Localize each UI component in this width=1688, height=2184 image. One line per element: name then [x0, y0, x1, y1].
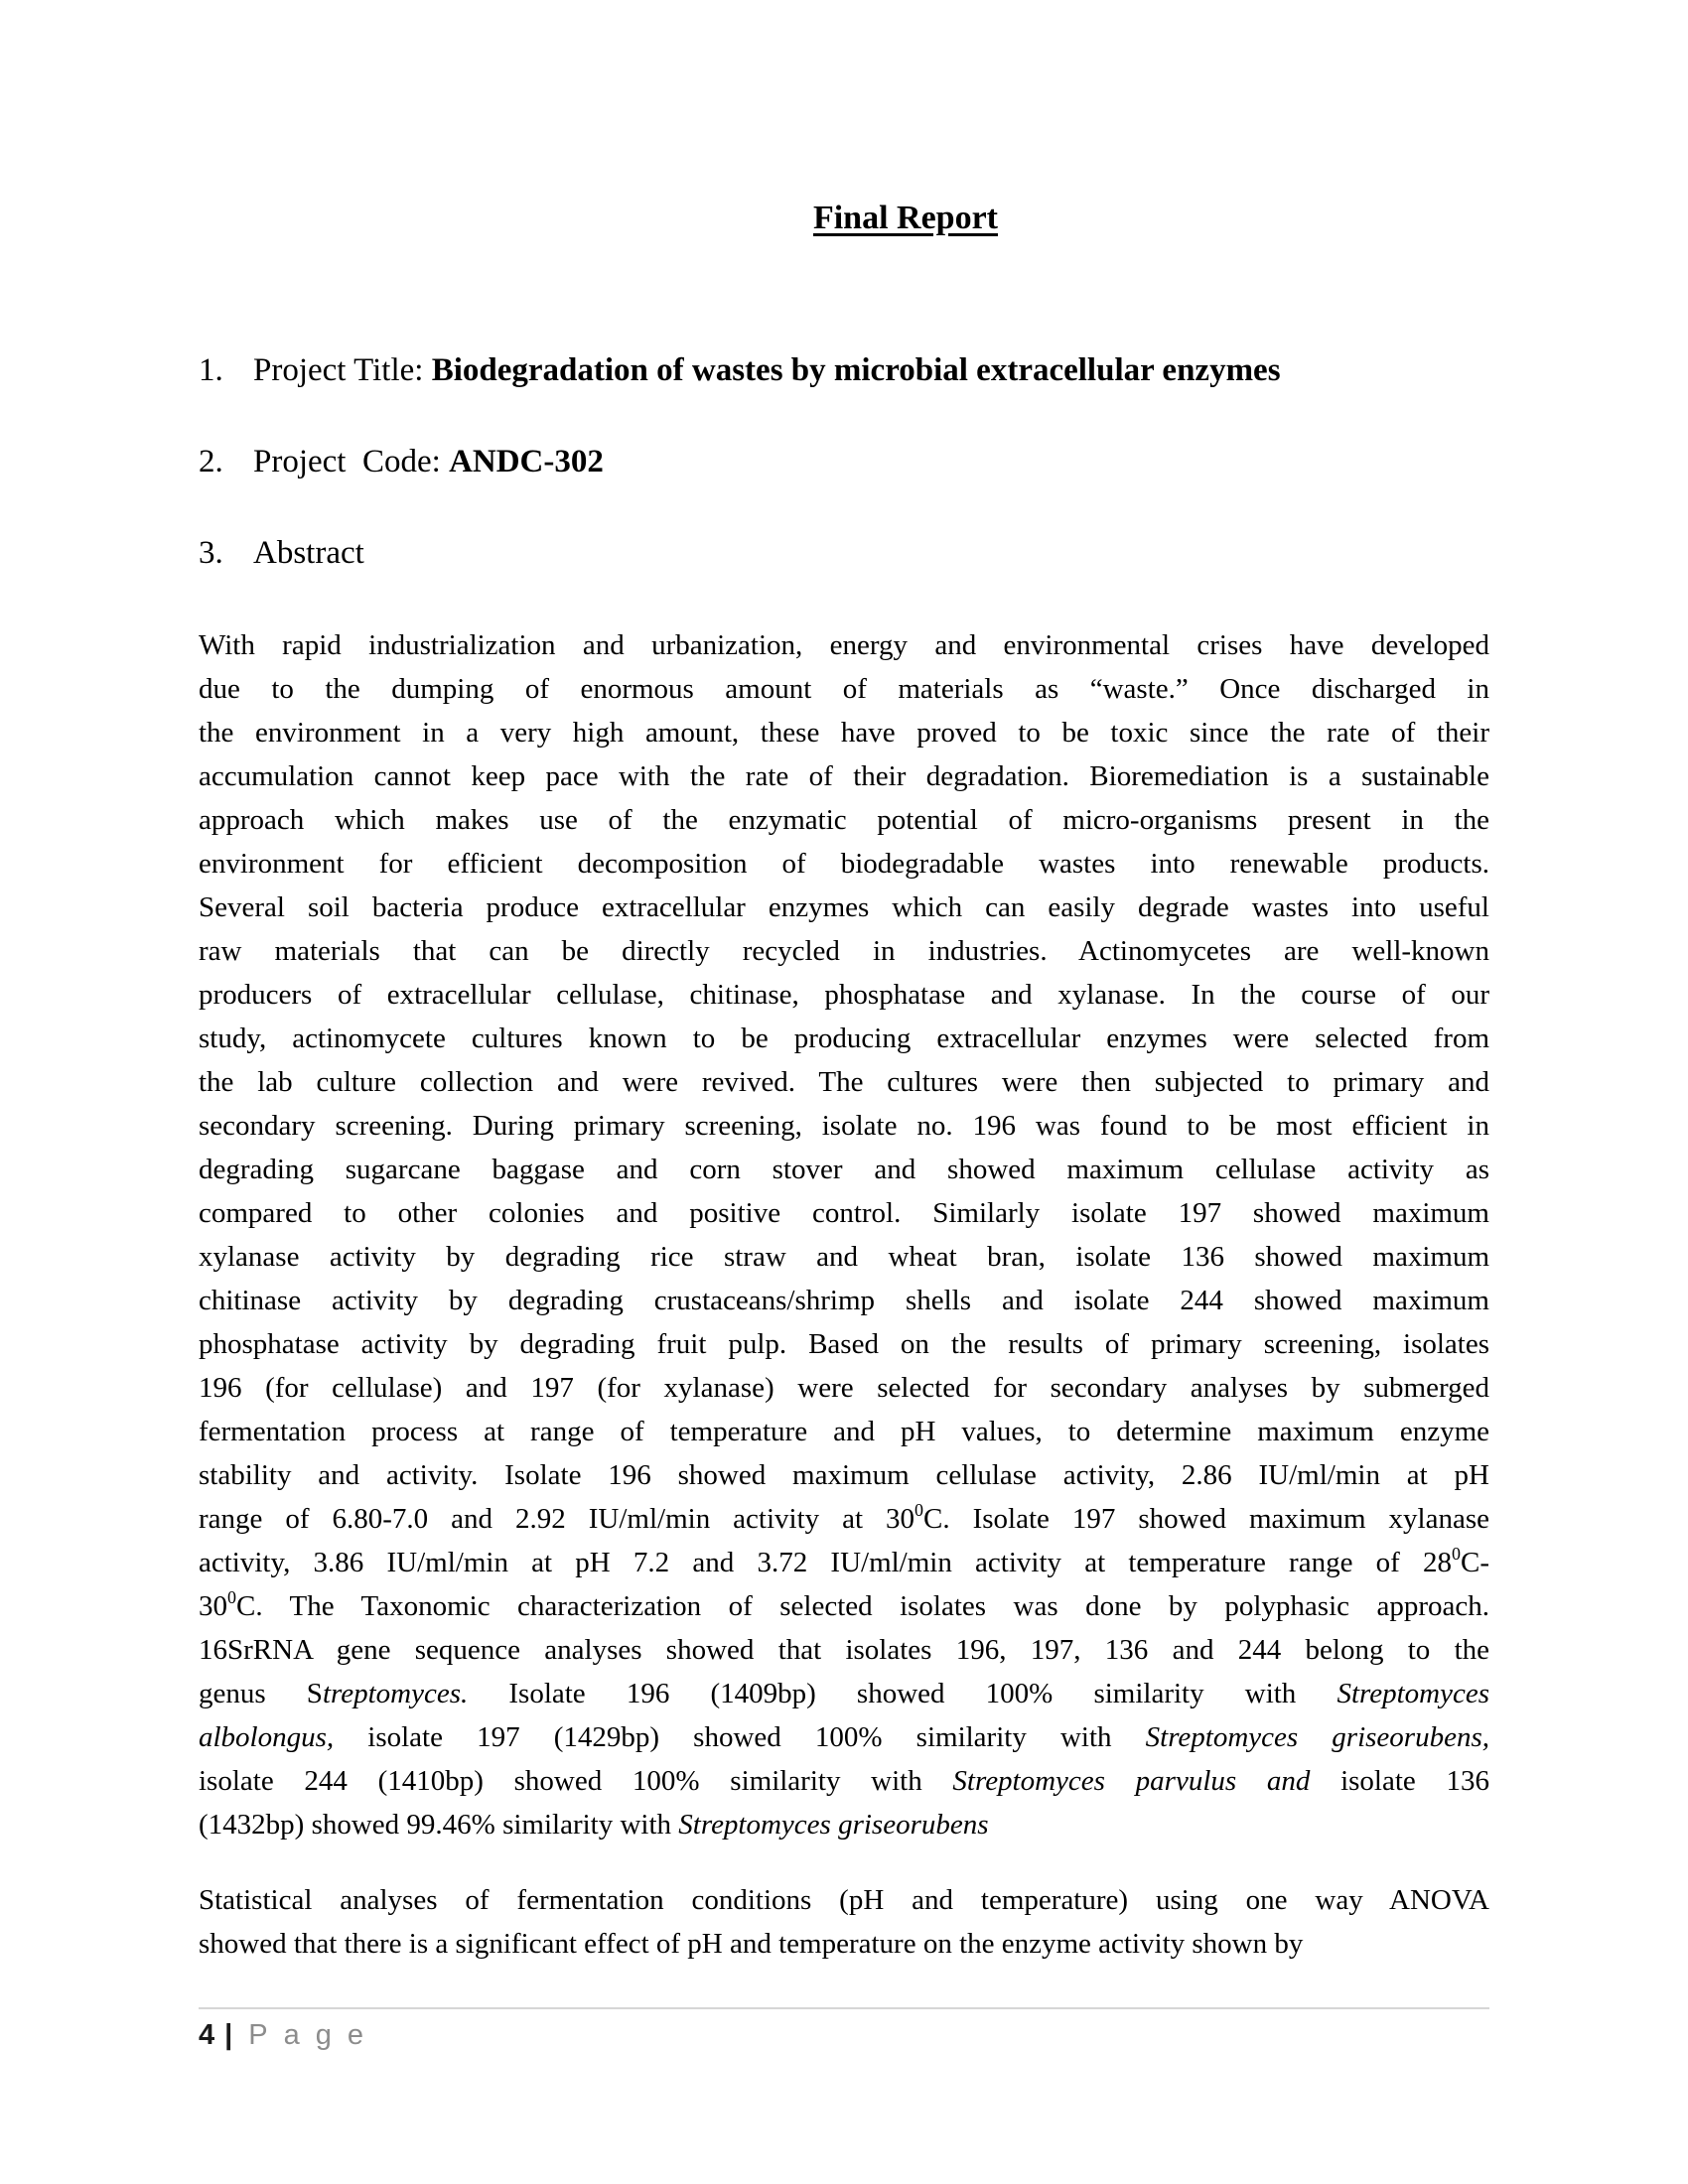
list-item-text — [253, 349, 1281, 391]
italic-text: Streptomyces parvulus and — [952, 1765, 1311, 1797]
text-line — [199, 842, 1489, 886]
text-line — [199, 1366, 1489, 1410]
italic-text: albolongus, — [199, 1721, 335, 1753]
text-run: compared to other colonies and positive control. Similarly isolate 197 showed maximum — [199, 1197, 1489, 1229]
text-run: C. The Taxonomic characterization of selected isolates was done by polyphasic approach. — [235, 1590, 1489, 1622]
text-line — [199, 1584, 1489, 1628]
text-line — [199, 1541, 1489, 1584]
list-item — [199, 441, 1489, 482]
text-run: Isolate 196 (1409bp) showed 100% similarity with — [468, 1678, 1337, 1709]
text-line — [199, 886, 1489, 929]
text-line — [199, 1715, 1489, 1759]
text-run: Abstract — [253, 535, 364, 571]
text-line — [199, 1628, 1489, 1672]
text-run: isolate 136 — [1310, 1765, 1489, 1797]
text-run: the environment in a very high amount, these have proved to be toxic since the rate of their — [199, 717, 1489, 749]
footer-page-label: Page — [248, 2019, 379, 2051]
text-run: environment for efficient decomposition of biodegradable wastes into renewable products. — [199, 848, 1489, 880]
italic-text: Streptomyces — [1336, 1678, 1489, 1709]
text-line — [199, 1235, 1489, 1279]
footer-divider — [199, 2007, 1489, 2009]
italic-text: treptomyces. — [322, 1678, 469, 1709]
text-line — [199, 1322, 1489, 1366]
page-footer — [199, 2019, 1489, 2052]
text-line — [199, 667, 1489, 711]
list-item — [199, 532, 1489, 574]
bold-text: Biodegradation of wastes by microbial extracellular enzymes — [431, 352, 1281, 388]
text-run: genus S — [199, 1678, 323, 1709]
superscript-text: 0 — [1452, 1544, 1461, 1564]
text-run: xylanase activity by degrading rice straw and wheat bran, isolate 136 showed maximum — [199, 1241, 1489, 1273]
list-item-number: 2. — [199, 444, 223, 479]
text-run: With rapid industrialization and urbanization, energy and environmental crises have developed — [199, 629, 1489, 661]
text-run: Project Title: — [253, 352, 432, 388]
text-run: secondary screening. During primary screening, isolate no. 196 was found to be most efficient in — [199, 1110, 1489, 1142]
text-line — [199, 1017, 1489, 1060]
text-run: due to the dumping of enormous amount of materials as “waste.” Once discharged in — [199, 673, 1489, 705]
text-run: stability and activity. Isolate 196 showed maximum cellulase activity, 2.86 IU/ml/min at pH — [199, 1459, 1489, 1491]
text-run: Several soil bacteria produce extracellular enzymes which can easily degrade wastes into useful — [199, 891, 1489, 923]
text-run: C- — [1461, 1547, 1489, 1578]
text-line — [199, 973, 1489, 1017]
text-run: 30 — [199, 1590, 227, 1622]
list-item-number: 3. — [199, 535, 223, 571]
text-run: chitinase activity by degrading crustaceans/shrimp shells and isolate 244 showed maximum — [199, 1285, 1489, 1316]
text-run: showed that there is a significant effect of pH and temperature on the enzyme activity shown by — [199, 1928, 1304, 1960]
text-line — [199, 711, 1489, 754]
list-item — [199, 349, 1489, 391]
text-line — [199, 1803, 1489, 1846]
text-run: range of 6.80-7.0 and 2.92 IU/ml/min activity at 30 — [199, 1503, 915, 1535]
text-line — [199, 1878, 1489, 1922]
text-line — [199, 1410, 1489, 1453]
text-line — [199, 1060, 1489, 1104]
text-run: isolate 197 (1429bp) showed 100% similarity with — [334, 1721, 1146, 1753]
italic-text: Streptomyces griseorubens, — [1145, 1721, 1489, 1753]
bold-text: ANDC-302 — [449, 444, 604, 479]
text-run: (1432bp) showed 99.46% similarity with — [199, 1809, 679, 1841]
text-run: Project Code: — [253, 444, 450, 479]
superscript-text: 0 — [227, 1587, 236, 1607]
list-item-text — [253, 532, 364, 574]
text-line — [199, 1191, 1489, 1235]
text-line — [199, 1453, 1489, 1497]
text-run: study, actinomycete cultures known to be producing extracellular enzymes were selected from — [199, 1023, 1489, 1054]
text-run: producers of extracellular cellulase, chitinase, phosphatase and xylanase. In the course of our — [199, 979, 1489, 1011]
text-line — [199, 1672, 1489, 1715]
italic-text: Streptomyces griseorubens — [678, 1809, 989, 1841]
text-line — [199, 1148, 1489, 1191]
text-line — [199, 623, 1489, 667]
list-item-number: 1. — [199, 352, 223, 388]
text-line — [199, 798, 1489, 842]
page-title: Final Report — [812, 200, 999, 236]
page-number: 4 — [199, 2019, 215, 2051]
text-run: 16SrRNA gene sequence analyses showed that isolates 196, 197, 136 and 244 belong to the — [199, 1634, 1489, 1666]
numbered-list — [199, 349, 1489, 574]
text-line — [199, 1104, 1489, 1148]
text-run: phosphatase activity by degrading fruit pulp. Based on the results of primary screening, isolates — [199, 1328, 1489, 1360]
text-run: raw materials that can be directly recycled in industries. Actinomycetes are well-known — [199, 935, 1489, 967]
superscript-text: 0 — [914, 1500, 924, 1520]
text-run: 196 (for cellulase) and 197 (for xylanase) were selected for secondary analyses by submerged — [199, 1372, 1489, 1404]
text-line — [199, 1922, 1489, 1966]
text-run: isolate 244 (1410bp) showed 100% similarity with — [199, 1765, 953, 1797]
text-run: the lab culture collection and were revived. The cultures were then subjected to primary and — [199, 1066, 1489, 1098]
text-line — [199, 1279, 1489, 1322]
text-run: C. Isolate 197 showed maximum xylanase — [923, 1503, 1489, 1535]
text-line — [199, 754, 1489, 798]
text-line — [199, 1497, 1489, 1541]
statistical-paragraph — [199, 1878, 1489, 1966]
text-line — [199, 929, 1489, 973]
text-run: Statistical analyses of fermentation conditions (pH and temperature) using one way ANOVA — [199, 1884, 1489, 1916]
text-run: approach which makes use of the enzymatic potential of micro-organisms present in the — [199, 804, 1489, 836]
text-run: degrading sugarcane baggase and corn stover and showed maximum cellulase activity as — [199, 1154, 1489, 1185]
footer-separator: | — [224, 2019, 233, 2051]
list-item-text — [253, 441, 604, 482]
text-run: accumulation cannot keep pace with the rate of their degradation. Bioremediation is a sustainable — [199, 760, 1489, 792]
text-run: fermentation process at range of temperature and pH values, to determine maximum enzyme — [199, 1416, 1489, 1447]
text-run: activity, 3.86 IU/ml/min at pH 7.2 and 3.72 IU/ml/min activity at temperature range of 28 — [199, 1547, 1453, 1578]
text-line — [199, 1759, 1489, 1803]
abstract-paragraph — [199, 623, 1489, 1846]
